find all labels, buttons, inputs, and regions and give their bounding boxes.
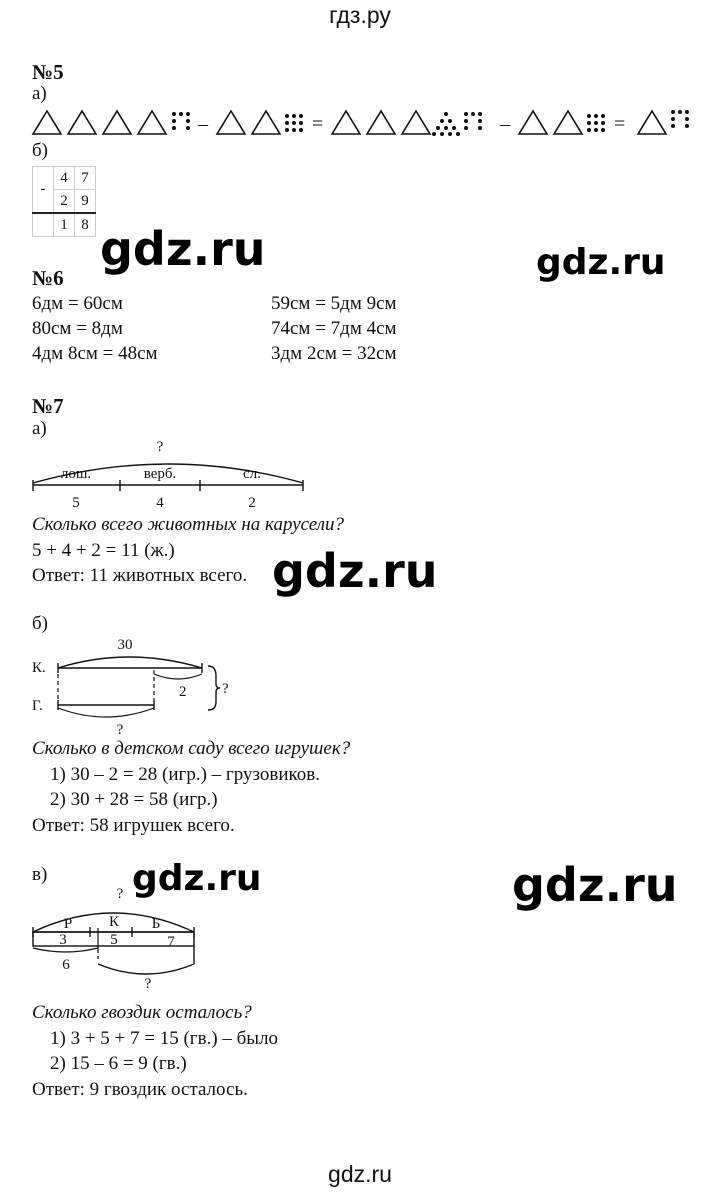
bottom-question: ? <box>144 976 152 989</box>
equals-sign: = <box>312 113 324 135</box>
dots-triangle-icon <box>432 112 460 136</box>
digit: 7 <box>75 167 96 190</box>
question-text: Сколько в детском саду всего игрушек? <box>32 738 351 759</box>
watermark: gdz.ru <box>512 858 678 912</box>
segment-value: 7 <box>167 934 175 950</box>
triangle-icon <box>138 111 166 134</box>
conversion-line: 74см = 7дм 4см <box>271 318 397 339</box>
triangle-icon <box>332 111 360 134</box>
conversion-line: 4дм 8см = 48см <box>32 343 158 364</box>
solution-text: 5 + 4 + 2 = 11 (ж.) <box>32 540 175 561</box>
toys-diagram <box>28 632 258 737</box>
question-text: Сколько гвоздик осталось? <box>32 1002 252 1023</box>
result-digit: 1 <box>54 213 75 237</box>
task-7-number: №7 <box>32 394 64 418</box>
result-digit: 8 <box>75 213 96 237</box>
triangle-icon <box>638 111 666 134</box>
step-text: 1) 30 – 2 = 28 (игр.) – грузовиков. <box>50 764 320 785</box>
total-label: 30 <box>117 637 133 653</box>
column-subtraction <box>32 166 96 237</box>
segment-label: лош. <box>60 466 92 482</box>
dots-7-icon <box>671 110 689 128</box>
digit: 9 <box>75 190 96 214</box>
triangle-icon <box>519 111 547 134</box>
answer-text: Ответ: 11 животных всего. <box>32 565 248 586</box>
equals-sign: = <box>614 113 626 135</box>
difference-label: 2 <box>179 684 187 700</box>
segment-label: Б <box>151 916 161 932</box>
watermark: gdz.ru <box>272 544 438 598</box>
triangle-icon <box>252 111 280 134</box>
row-label: Г. <box>32 698 43 714</box>
conversion-line: 3дм 2см = 32см <box>271 343 397 364</box>
segment-value: 5 <box>110 932 118 948</box>
dots-9-icon <box>587 114 605 132</box>
site-header: гдз.ру <box>329 2 391 28</box>
triangle-icon <box>554 111 582 134</box>
watermark: gdz.ru <box>536 242 666 283</box>
digit: 4 <box>54 167 75 190</box>
total-question: ? <box>156 440 164 455</box>
carousel-diagram <box>28 440 318 512</box>
task-7b-label: б) <box>32 613 48 634</box>
triangle-icon <box>217 111 245 134</box>
segment-label: сл. <box>243 466 261 482</box>
question-text: Сколько всего животных на карусели? <box>32 514 345 535</box>
removed-value: 6 <box>62 957 70 973</box>
answer-text: Ответ: 9 гвоздик осталось. <box>32 1079 248 1100</box>
dots-7-icon <box>172 112 190 130</box>
row-label: К. <box>32 660 46 676</box>
top-question: ? <box>116 886 124 902</box>
task-5b-label: б) <box>32 140 48 161</box>
segment-value: 5 <box>72 495 80 511</box>
conversion-line: 6дм = 60см <box>32 293 123 314</box>
watermark: gdz.ru <box>132 858 262 899</box>
dots-7-icon <box>464 112 482 130</box>
segment-value: 4 <box>156 495 164 511</box>
bottom-question: ? <box>116 722 124 737</box>
conversion-line: 59см = 5дм 9см <box>271 293 397 314</box>
carnations-diagram <box>28 884 213 989</box>
step-text: 2) 15 – 6 = 9 (гв.) <box>50 1053 187 1074</box>
task-7a-label: а) <box>32 418 47 439</box>
segment-label: Р <box>63 916 73 932</box>
task-7c-label: в) <box>32 864 48 885</box>
conversion-line: 80см = 8дм <box>32 318 123 339</box>
triangle-icon <box>33 111 61 134</box>
answer-text: Ответ: 58 игрушек всего. <box>32 815 235 836</box>
triangle-icon <box>402 111 430 134</box>
digit: 2 <box>54 190 75 214</box>
watermark: gdz.ru <box>100 222 266 276</box>
step-text: 2) 30 + 28 = 58 (игр.) <box>50 789 218 810</box>
segment-value: 3 <box>59 932 67 948</box>
segment-label: К <box>108 914 120 930</box>
task-6-number: №6 <box>32 266 64 290</box>
brace-question: ? <box>222 681 229 697</box>
minus-sign: – <box>500 113 510 135</box>
watermark: gdz.ru <box>328 1161 392 1187</box>
minus-sign: - <box>33 167 54 214</box>
dots-9-icon <box>285 114 303 132</box>
segment-value: 2 <box>248 495 256 511</box>
minus-sign: – <box>198 113 208 135</box>
triangle-icon <box>103 111 131 134</box>
step-text: 1) 3 + 5 + 7 = 15 (гв.) – было <box>50 1028 279 1049</box>
triangle-icon <box>367 111 395 134</box>
task-5-number: №5 <box>32 60 64 84</box>
segment-label: верб. <box>143 466 177 482</box>
triangle-dot-equation <box>30 104 695 138</box>
task-5a-label: а) <box>32 83 47 104</box>
triangle-icon <box>68 111 96 134</box>
